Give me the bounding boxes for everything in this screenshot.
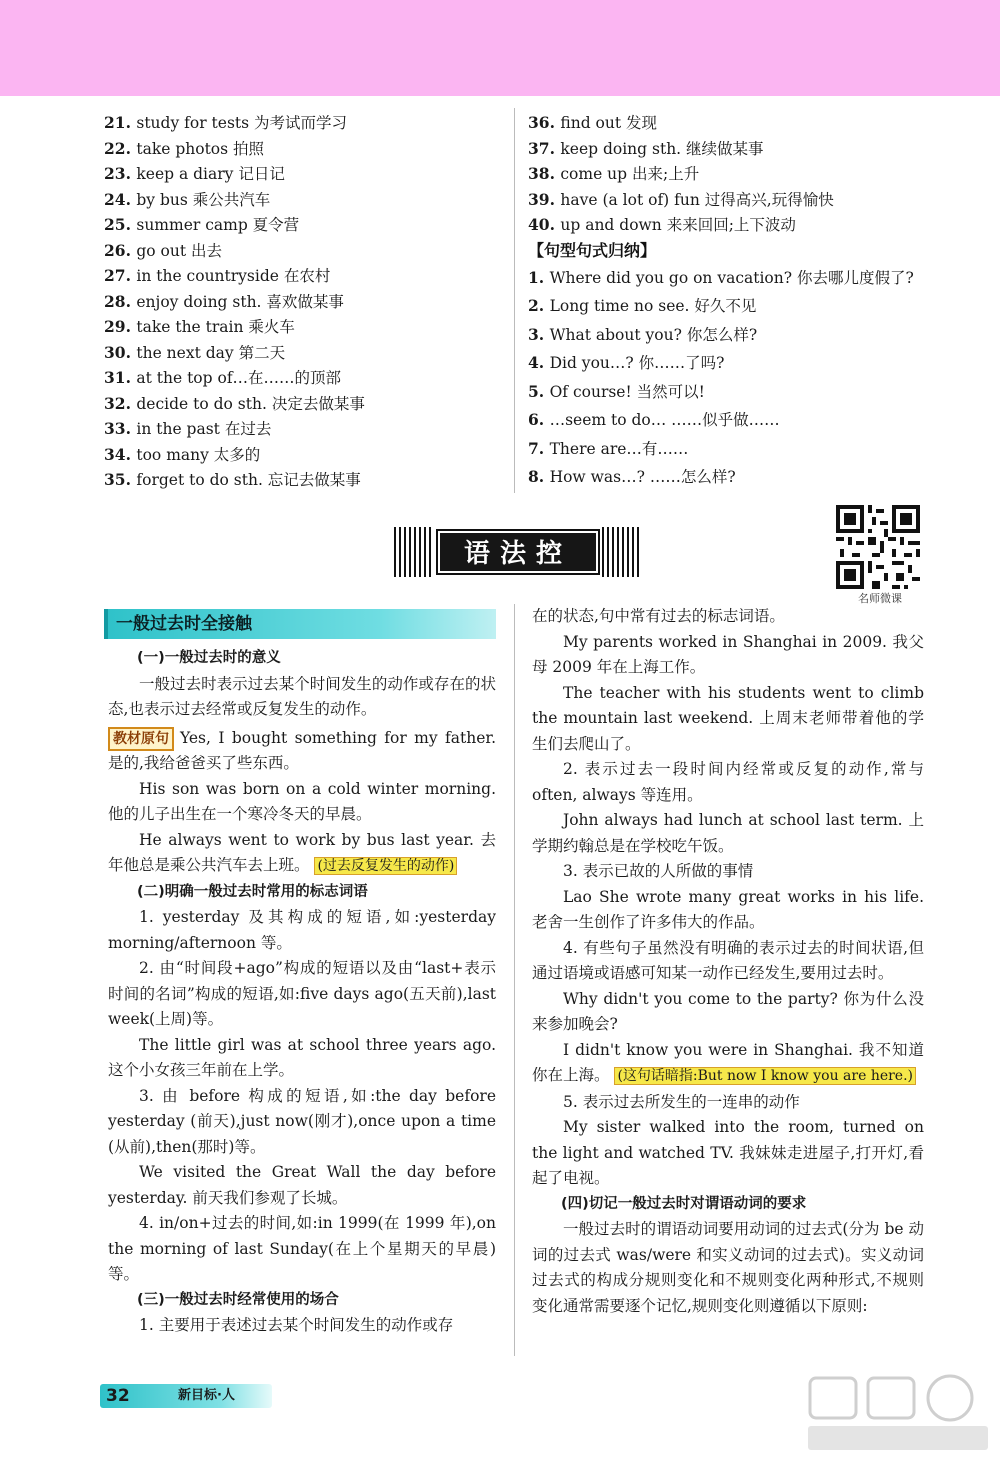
vocab-number: 38. [528,164,561,183]
s3-point-4: 4. 有些句子虽然没有明确的表示过去的时间状语,但通过语境或语感可知某一动作已经发生,要用过去时。 [532,938,924,982]
pattern-text: What about you? 你怎么样? [549,325,758,344]
s2-point-2: 2. 由“时间段+ago”构成的短语以及由“last+表示时间的名词”构成的短语,如:five days ago(五天前),last week(上周)等。 [108,959,496,1028]
vocab-text: decide to do sth. 决定去做某事 [136,394,365,413]
s4-text: 一般过去时的谓语动词要用动词的过去式(分为 be 动词的过去式 was/were 和实义动词的过去式)。实义动词过去式的构成分规则变化和不规则变化两种形式,不规则变化通常需要逐个记忆,规则变化则遵循以下原则: [532,1220,924,1315]
example-2: His son was born on a cold winter morning. 他的儿子出生在一个寒冷冬天的早晨。 [108,779,496,823]
qr-label: 名师微课 [858,592,902,605]
vocab-item [104,365,504,391]
vocab-number: 32. [104,393,137,413]
pattern-item [528,349,948,378]
grammar-column-left [108,646,496,1339]
pattern-item [528,264,948,293]
vocab-text: take the train 乘火车 [136,318,295,336]
s2-point-3: 3. 由 before 构成的短语,如:the day before yesterday (前天),just now(刚才),once upon a time (从前),then(那时)等。 [108,1086,496,1156]
vocab-text: the next day 第二天 [136,343,286,362]
s3-example-a: My parents worked in Shanghai in 2009. 我父母 2009 年在上海工作。 [532,632,924,676]
example-3-note: (过去反复发生的动作) [314,857,457,875]
vocab-text: too many 太多的 [136,445,261,464]
s3-example-g: My sister walked into the room, turned on the light and watched TV. 我妹妹走进屋子,打开灯,看起了电视。 [532,1118,924,1187]
vocab-number: 22. [104,138,137,158]
vocab-item [104,238,504,264]
vocab-number: 40. [528,215,561,234]
pattern-number: 8. [528,467,550,486]
pattern-number: 4. [528,353,550,372]
s2-heading: (二)明确一般过去时常用的标志词语 [137,883,368,900]
vocab-item [104,289,504,315]
s3-heading: (三)一般过去时经常使用的场合 [137,1291,339,1308]
pattern-item [528,406,948,435]
top-color-band [0,0,1000,96]
vocab-item [104,314,504,340]
s3-point-3: 3. 表示已故的人所做的事情 [563,862,754,880]
s3-example-c: John always had lunch at school last term. 上学期约翰总是在学校吃午饭。 [532,811,924,855]
section-title-text: 语法控 [438,531,598,573]
vocab-number: 30. [104,342,137,362]
s3-example-f-note: (这句话暗指:But now I know you are here.) [614,1067,916,1085]
grammar-banner [104,609,496,639]
pattern-text: Did you…? 你……了吗? [549,354,725,372]
title-stripes-left [394,527,434,577]
vocab-text: come up 出来;上升 [560,165,700,183]
vocab-item [104,442,504,468]
column-divider [514,108,515,493]
s2-point-4: 4. in/on+过去的时间,如:in 1999(在 1999 年),on the morning of last Sunday(在上个星期天的早晨)等。 [108,1214,496,1283]
s2-example-2: The little girl was at school three years ago. 这个小女孩三年前在上学。 [108,1035,496,1079]
pattern-number: 3. [528,324,550,344]
vocab-item [528,110,948,136]
pattern-item [528,292,948,321]
vocab-number: 27. [104,266,137,285]
vocab-number: 29. [104,317,137,336]
s1-heading: (一)一般过去时的意义 [137,650,281,666]
pattern-number: 6. [528,410,550,429]
vocab-item [104,212,504,238]
vocab-item [528,187,948,213]
watermark-logo [800,1372,995,1456]
s3-point-5: 5. 表示过去所发生的一连串的动作 [563,1092,800,1111]
pattern-item [528,463,948,492]
vocab-text: go out 出去 [136,241,223,260]
section-title [394,527,642,577]
pattern-item [528,321,948,350]
pattern-text: …seem to do… ……似乎做…… [549,411,780,429]
patterns-list [528,264,948,492]
vocab-text: by bus 乘公共汽车 [136,190,271,209]
patterns-heading: 【句型句式归纳】 [528,240,657,260]
vocab-number: 21. [104,113,137,132]
vocab-text: in the past 在过去 [136,420,272,438]
s3-point-1: 1. 主要用于表述过去某个时间发生的动作或存 [139,1316,454,1334]
vocab-list-left [104,110,504,493]
vocab-text: keep a diary 记日记 [136,165,285,183]
vocab-number: 25. [104,215,137,234]
vocab-item [104,391,504,417]
vocab-number: 33. [104,419,137,438]
vocab-text: in the countryside 在农村 [136,267,331,285]
s3-example-f [532,1038,924,1090]
vocab-item [104,136,504,162]
pattern-text: How was…? ……怎么样? [549,468,736,486]
vocab-number: 23. [104,164,137,183]
pattern-item [528,435,948,464]
vocab-text: keep doing sth. 继续做某事 [560,139,764,158]
vocab-number: 39. [528,189,561,209]
s3-point-1-cont: 在的状态,句中常有过去的标志词语。 [532,607,785,625]
vocab-item [104,416,504,442]
s3-example-d: Lao She wrote many great works in his life. 老舍一生创作了许多伟大的作品。 [532,887,924,931]
s3-example-b: The teacher with his students went to climb the mountain last weekend. 上周末老师带着他的学生们去爬山了。 [532,683,924,753]
s2-point-1: 1. yesterday 及其构成的短语,如:yesterday morning/afternoon 等。 [108,908,496,952]
grammar-column-divider [514,604,515,1356]
pattern-number: 7. [528,438,550,458]
vocab-item [528,212,948,238]
vocab-number: 26. [104,240,137,260]
pattern-number: 2. [528,296,550,315]
vocab-number: 24. [104,189,137,209]
example-1 [108,726,496,777]
title-stripes-right [602,527,642,577]
pattern-text: There are…有…… [549,439,689,458]
pattern-text: Long time no see. 好久不见 [549,297,757,315]
vocab-item [104,110,504,136]
vocab-text: summer camp 夏令营 [136,216,300,234]
vocab-item [104,467,504,493]
vocab-text: take photos 拍照 [136,139,265,158]
grammar-banner-text: 一般过去时全接触 [116,614,252,634]
vocab-text: up and down 来来回回;上下波动 [560,216,796,234]
pattern-number: 5. [528,381,550,401]
s3-point-2: 2. 表示过去一段时间内经常或反复的动作,常与 often, always 等连用。 [532,760,924,804]
vocab-text: have (a lot of) fun 过得高兴,玩得愉快 [560,190,834,209]
vocab-item [104,263,504,289]
book-label: 新目标·人 [178,1388,235,1403]
s4-heading: (四)切记一般过去时对谓语动词的要求 [561,1195,807,1212]
pattern-text: Of course! 当然可以! [549,382,705,401]
vocab-text: study for tests 为考试而学习 [136,114,348,132]
example-1-text: Yes, I bought something for my father. 是的,我给爸爸买了些东西。 [108,728,496,772]
pattern-text: Where did you go on vacation? 你去哪儿度假了? [549,268,914,287]
vocab-item [104,161,504,187]
qr-code-icon[interactable] [836,505,920,589]
s2-example-3: We visited the Great Wall the day before yesterday. 前天我们参观了长城。 [108,1163,496,1207]
vocab-text: enjoy doing sth. 喜欢做某事 [136,292,344,311]
s3-example-e: Why didn't you come to the party? 你为什么没来参加晚会? [532,989,924,1033]
vocab-list-right [528,110,948,492]
s3-example-f-text: I didn't know you were in Shanghai. 我不知道你在上海。 [532,1040,924,1084]
vocab-number: 37. [528,138,561,158]
vocab-text: forget to do sth. 忘记去做某事 [136,471,361,489]
vocab-text: find out 发现 [560,114,658,132]
textbook-sentence-tag: 教材原句 [108,727,174,751]
page-number: 32 [106,1386,130,1406]
pattern-item [528,378,948,407]
vocab-number: 35. [104,470,137,489]
s1-text: 一般过去时表示过去某个时间发生的动作或存在的状态,也表示过去经常或反复发生的动作。 [108,674,496,718]
vocab-number: 36. [528,113,561,132]
vocab-number: 34. [104,444,137,464]
pattern-number: 1. [528,267,550,287]
vocab-text: at the top of…在……的顶部 [136,369,342,387]
vocab-number: 28. [104,291,137,311]
vocab-item [104,340,504,366]
vocab-item [104,187,504,213]
example-3-text: He always went to work by bus last year. 去年他总是乘公共汽车去上班。 [108,830,496,874]
vocab-item [528,161,948,187]
example-3 [108,828,496,880]
vocab-number: 31. [104,368,137,387]
vocab-item [528,136,948,162]
grammar-column-right [532,604,924,1319]
